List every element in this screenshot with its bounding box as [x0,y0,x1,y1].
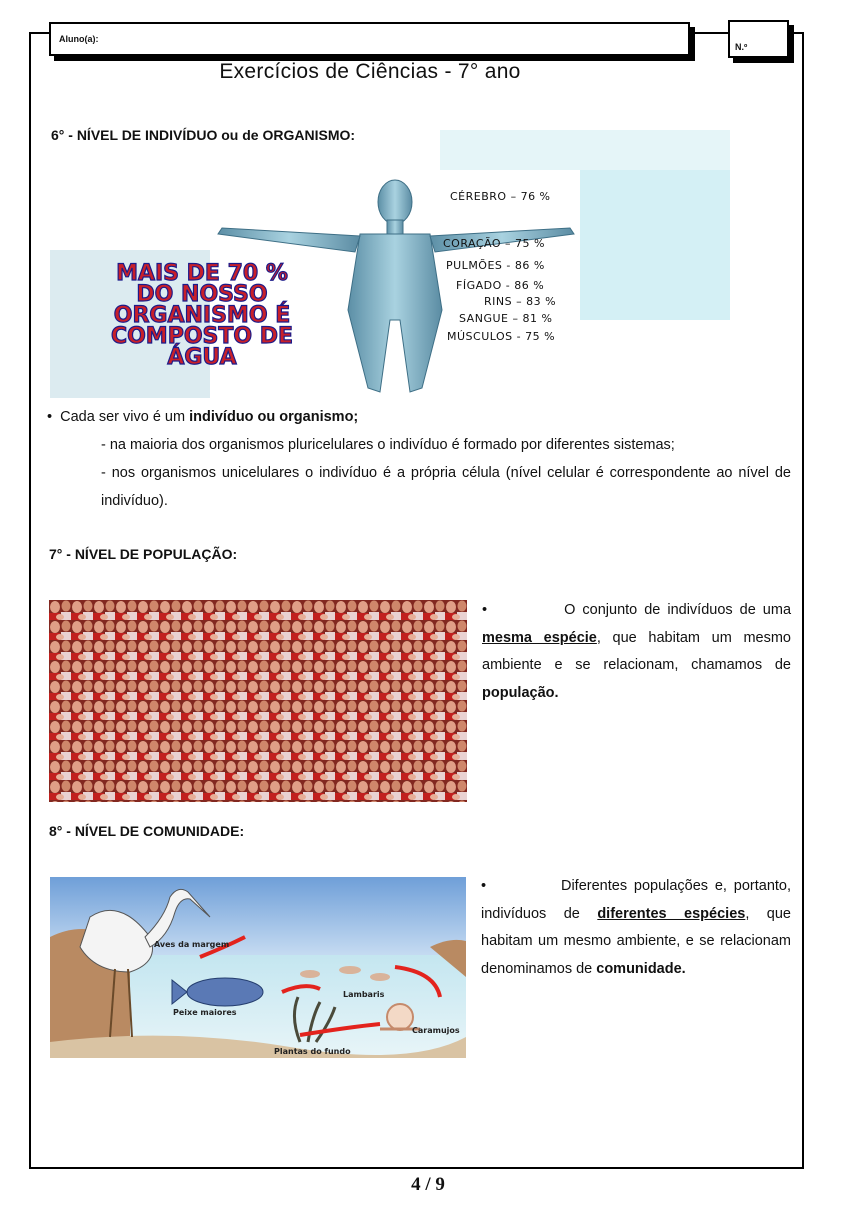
page-title: Exercícios de Ciências - 7° ano [219,60,521,83]
student-label: Aluno(a): [59,34,99,44]
section6-heading: 6° - NÍVEL DE INDIVÍDUO ou de ORGANISMO: [51,127,356,143]
unicellular-line: - nos organismos unicelulares o indivíduo é a própria célula (nível celular é correspondente ao nível de indivíduo). [101,465,791,509]
organ-lungs: PULMÕES - 86 % [446,259,545,272]
label-birds: Aves da margem [154,940,230,949]
crowd-image [49,600,467,802]
different-species-term: diferentes espécies [597,905,746,922]
pond-community-image [50,877,466,1058]
label-fish: Peixe maiores [173,1008,237,1017]
organ-muscles: MÚSCULOS - 75 % [447,330,556,343]
population-text: • O conjunto de indivíduos de uma mesma espécie, que habitam um mesmo ambiente e se relacionam, chamamos de população. [482,602,792,701]
number-label: N.º [735,42,748,52]
label-plants: Plantas do fundo [274,1047,351,1056]
organ-brain: CÉREBRO – 76 % [450,190,551,203]
student-name-box[interactable] [49,22,690,56]
population-term: população. [482,684,559,701]
community-text-start: Diferentes populações e, portanto, indivíduos de [481,878,791,922]
pluricellular-line: - na maioria dos organismos pluricelulares o indivíduo é formado por diferentes sistemas; [101,437,675,453]
headline-line-3: ORGANISMO É [113,303,291,328]
bullet-bold: indivíduo ou organismo; [189,409,359,425]
organ-liver: FÍGADO - 86 % [456,279,545,292]
headline-line-1: MAIS DE 70 % [116,261,288,286]
organ-kidneys: RINS – 83 % [484,295,557,308]
label-lambaris: Lambaris [343,990,385,999]
population-text-middle: , que habitam um mesmo ambiente e se relacionam, chamamos de [482,629,791,673]
population-text-start: O conjunto de indivíduos de uma [564,602,792,618]
page-number: 4 / 9 [411,1174,445,1195]
community-text-middle: , que habitam um mesmo ambiente, e se relacionam denominamos de [481,905,791,977]
bullet-intro: Cada ser vivo é um [60,409,190,425]
section8-heading: 8° - NÍVEL DE COMUNIDADE: [49,823,245,839]
individual-bullet: • Cada ser vivo é um indivíduo ou organismo; [47,409,359,425]
section7-heading: 7° - NÍVEL DE POPULAÇÃO: [49,546,238,562]
organ-blood: SANGUE – 81 % [459,312,553,325]
community-term: comunidade. [596,960,686,977]
water-body-image [50,130,730,398]
organ-heart: CORAÇÃO – 75 % [443,237,545,250]
headline-line-4: COMPOSTO DE [110,324,294,349]
community-text: • Diferentes populações e, portanto, indivíduos de diferentes espécies, que habitam um mesmo ambiente, e se relacionam denominamos de comunidade. [481,878,791,977]
student-number-box[interactable] [728,20,789,58]
same-species-term: mesma espécie [482,629,597,646]
label-snails: Caramujos [412,1026,460,1035]
headline-line-5: ÁGUA [167,345,237,370]
headline-line-2: DO NOSSO [136,282,268,307]
